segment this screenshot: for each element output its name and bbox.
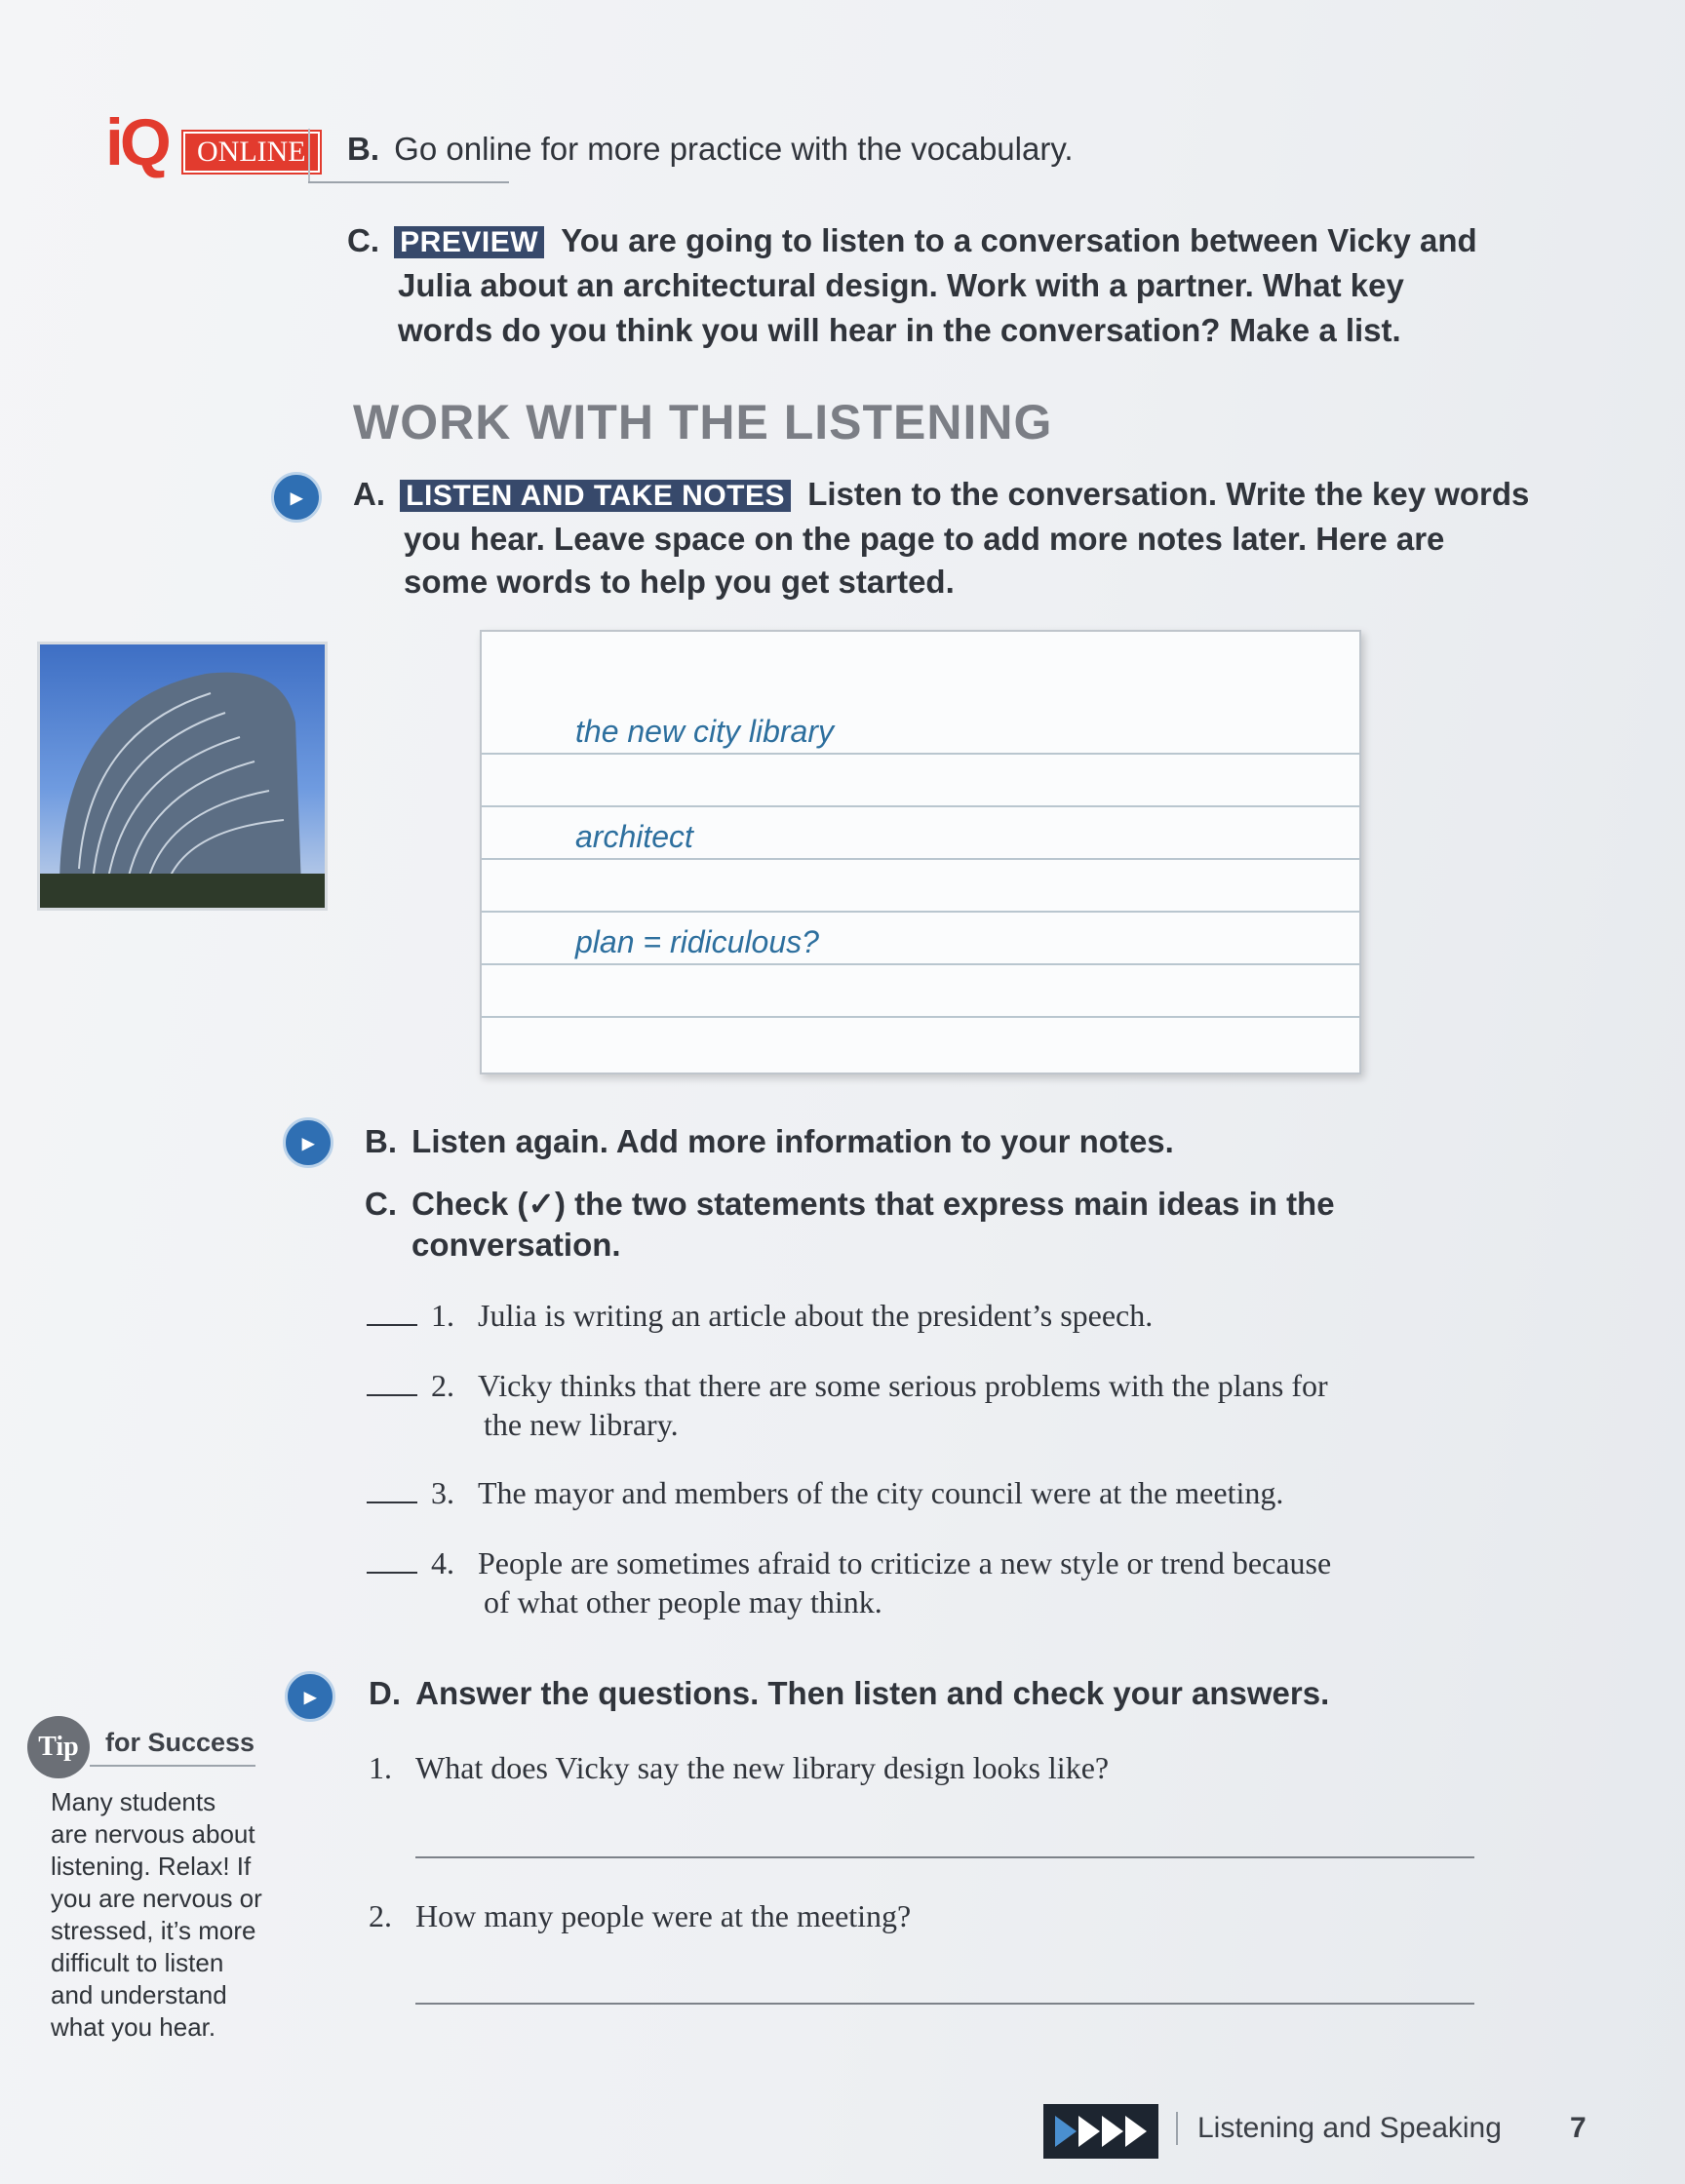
tip-badge: Tip <box>27 1716 90 1778</box>
answer-blank[interactable] <box>367 1502 417 1503</box>
section-text: Go online for more practice with the vocabulary. <box>394 131 1074 167</box>
answer-blank[interactable] <box>367 1572 417 1574</box>
section-a-line: Listen to the conversation. Write the key words <box>807 476 1530 512</box>
section-letter: D. <box>369 1675 401 1711</box>
tip-line: and understand <box>51 1980 227 2009</box>
statement-text: Vicky thinks that there are some serious problems with the plans for <box>478 1368 1328 1403</box>
divider <box>308 181 509 183</box>
section-title: WORK WITH THE LISTENING <box>353 395 1053 449</box>
page-number: 7 <box>1570 2112 1587 2144</box>
preview-line: Julia about an architectural design. Work with a partner. What key <box>398 267 1404 303</box>
note-line <box>482 911 1359 913</box>
note-text: architect <box>575 819 693 854</box>
answer-blank[interactable] <box>367 1324 417 1326</box>
note-line <box>482 858 1359 860</box>
section-letter: B. <box>347 131 379 167</box>
section-a-line: some words to help you get started. <box>404 564 955 600</box>
statement-text: People are sometimes afraid to criticize a new style or trend because <box>478 1545 1332 1580</box>
question-num: 2. <box>369 1898 392 1933</box>
question-text: What does Vicky say the new library design looks like? <box>415 1750 1110 1785</box>
audio-play-icon[interactable]: ▸ <box>283 1117 333 1168</box>
section-text: Listen again. Add more information to your notes. <box>411 1123 1174 1159</box>
note-line <box>482 753 1359 755</box>
section-text: conversation. <box>411 1227 621 1263</box>
section-letter: C. <box>347 222 379 258</box>
section-d <box>369 1671 1329 1716</box>
preview-line: You are going to listen to a conversation between Vicky and <box>561 222 1477 258</box>
footer-book-title: Listening and Speaking <box>1197 2112 1502 2144</box>
iq-logo: iQ <box>105 105 168 179</box>
audio-play-icon[interactable]: ▸ <box>271 472 322 523</box>
notes-box[interactable] <box>480 630 1361 1074</box>
statement-text: the new library. <box>484 1407 679 1442</box>
statement-text: of what other people may think. <box>484 1584 882 1619</box>
statement-num: 2. <box>431 1368 454 1403</box>
section-text: Answer the questions. Then listen and check your answers. <box>415 1675 1330 1711</box>
note-line <box>482 963 1359 965</box>
statement-item <box>367 1470 1283 1515</box>
preview-line: words do you think you will hear in the conversation? Make a list. <box>398 312 1401 348</box>
statement-text: The mayor and members of the city council were at the meeting. <box>478 1475 1284 1510</box>
section-c-preview <box>347 218 1477 265</box>
tip-line: Many students <box>51 1787 216 1816</box>
note-line <box>482 805 1359 807</box>
arrows-icon <box>1043 2104 1158 2159</box>
divider <box>308 129 310 183</box>
question-num: 1. <box>369 1750 392 1785</box>
section-a <box>353 472 1529 519</box>
listen-tag: LISTEN AND TAKE NOTES <box>400 480 791 512</box>
tip-line: difficult to listen <box>51 1948 224 1977</box>
question-item <box>369 1745 1109 1790</box>
divider <box>90 1765 255 1767</box>
section-b <box>365 1119 1174 1164</box>
note-text: plan = ridiculous? <box>575 924 819 959</box>
section-letter: C. <box>365 1186 397 1222</box>
section-letter: B. <box>365 1123 397 1159</box>
tip-body <box>51 1786 262 2044</box>
iq-online-badge: ONLINE <box>183 132 320 173</box>
answer-line[interactable] <box>415 2003 1474 2005</box>
section-letter: A. <box>353 476 385 512</box>
answer-blank[interactable] <box>367 1394 417 1396</box>
statement-num: 3. <box>431 1475 454 1510</box>
tip-title: for Success <box>105 1728 255 1757</box>
question-item <box>369 1893 911 1938</box>
section-c <box>365 1182 1335 1227</box>
audio-play-icon[interactable]: ▸ <box>285 1671 335 1722</box>
statement-num: 1. <box>431 1298 454 1333</box>
statement-num: 4. <box>431 1545 454 1580</box>
answer-line[interactable] <box>415 1856 1474 1858</box>
note-line <box>482 1016 1359 1018</box>
question-text: How many people were at the meeting? <box>415 1898 912 1933</box>
section-b-online <box>347 127 1074 172</box>
section-text: Check (✓) the two statements that express main ideas in the <box>411 1186 1335 1222</box>
note-text: the new city library <box>575 714 834 749</box>
section-a-line: you hear. Leave space on the page to add more notes later. Here are <box>404 521 1445 557</box>
tip-line: are nervous about <box>51 1819 255 1849</box>
divider <box>1176 2112 1178 2145</box>
statement-text: Julia is writing an article about the president’s speech. <box>478 1298 1154 1333</box>
preview-tag: PREVIEW <box>394 226 544 258</box>
tip-line: listening. Relax! If <box>51 1852 252 1881</box>
statement-item <box>367 1293 1153 1338</box>
building-photo <box>37 642 328 911</box>
tip-line: what you hear. <box>51 2012 216 2042</box>
tip-line: you are nervous or <box>51 1884 262 1913</box>
tip-line: stressed, it’s more <box>51 1916 256 1945</box>
